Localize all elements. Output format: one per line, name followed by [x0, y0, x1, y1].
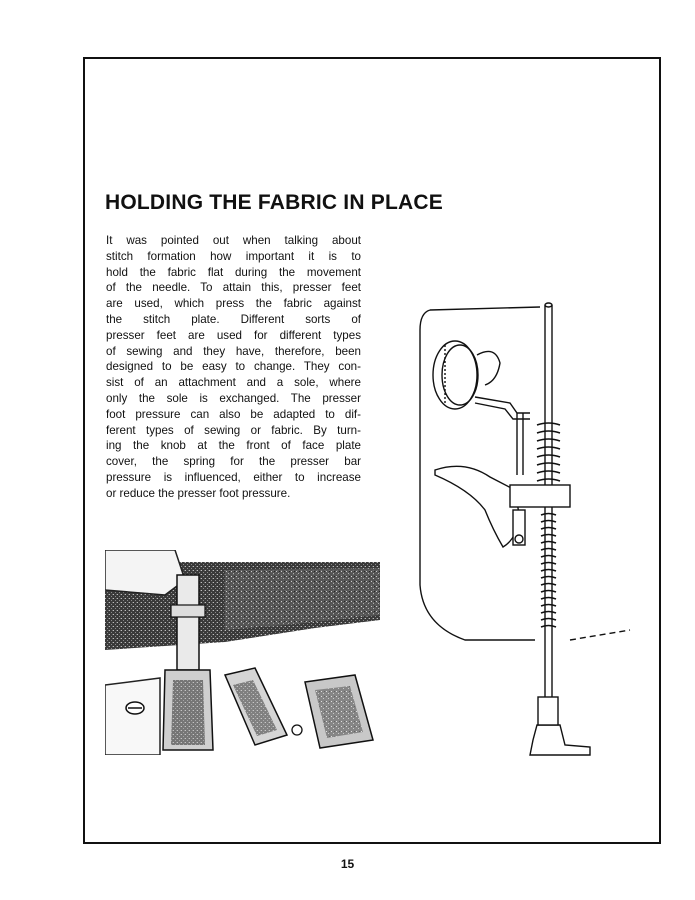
page-title: HOLDING THE FABRIC IN PLACE: [105, 191, 443, 214]
paragraph-line: stitch formation how important it is to: [106, 249, 361, 263]
paragraph-line: designed to be easy to change. They con-: [106, 360, 361, 374]
body-paragraph: [106, 233, 361, 502]
paragraph-line: hold the fabric flat during the movement: [106, 265, 361, 279]
paragraph-line: sist of an attachment and a sole, where: [106, 376, 361, 390]
paragraph-line: or reduce the presser foot pressure.: [106, 486, 291, 500]
spring-lower: [541, 514, 556, 628]
spring-upper: [537, 423, 560, 481]
paragraph-line: of sewing and they have, therefore, been: [106, 344, 361, 358]
paragraph-line: foot pressure can also be adapted to dif-: [106, 407, 361, 421]
paragraph-line: presser feet are used for different types: [106, 328, 361, 342]
presser-bar-drawing: [405, 285, 650, 760]
paragraph-line: pressure is influenced, either to increase: [106, 470, 361, 484]
paragraph-line: only the sole is exchanged. The presser: [106, 391, 361, 405]
paragraph-line: of the needle. To attain this, presser feet: [106, 281, 361, 295]
paragraph-line: the stitch plate. Different sorts of: [106, 312, 361, 326]
presser-feet-photo: [105, 550, 385, 755]
paragraph-line: cover, the spring for the presser bar: [106, 455, 361, 469]
paragraph-line: ing the knob at the front of face plate: [106, 439, 361, 453]
page-number: 15: [340, 857, 355, 871]
paragraph-line: are used, which press the fabric against: [106, 297, 361, 311]
paragraph-line: It was pointed out when talking about: [106, 234, 361, 247]
paragraph-line: ferent types of sewing or fabric. By turn-: [106, 423, 361, 437]
